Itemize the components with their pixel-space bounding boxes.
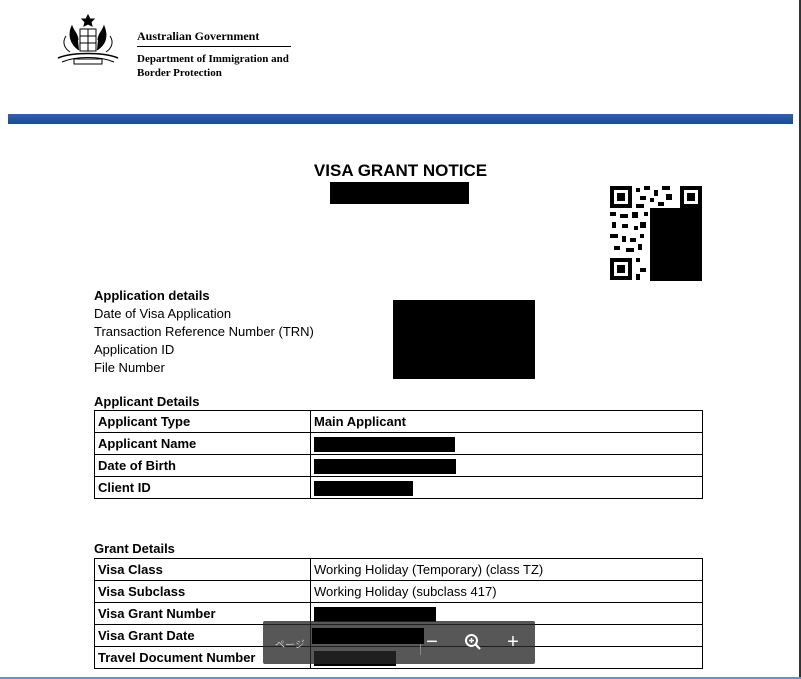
table-row (95, 433, 703, 455)
applicant-name-value (311, 433, 703, 455)
coat-of-arms-icon (52, 12, 124, 72)
redaction-block (314, 481, 413, 496)
field-file-number: File Number (94, 360, 165, 375)
zoom-in-button[interactable]: + (507, 631, 519, 653)
field-application-id: Application ID (94, 342, 175, 357)
visa-subclass-value: Working Holiday (subclass 417) (311, 581, 703, 603)
application-details-heading: Application details (94, 288, 210, 303)
applicant-type-value: Main Applicant (311, 411, 703, 433)
table-row (95, 455, 703, 477)
field-date-of-visa-application: Date of Visa Application (94, 306, 232, 321)
date-of-birth-label: Date of Birth (95, 455, 311, 477)
page-indicator[interactable]: ページ (275, 640, 305, 651)
magnifier-icon (464, 633, 482, 651)
table-row (95, 411, 703, 433)
qr-code-icon (610, 186, 702, 281)
header-banner (8, 114, 793, 124)
header-rule (137, 46, 291, 47)
redaction-block (314, 437, 455, 452)
table-row (95, 477, 703, 499)
client-id-value (311, 477, 703, 499)
table-row (95, 581, 703, 603)
notice-title: VISA GRANT NOTICE (313, 161, 488, 180)
government-name: Australian Government (137, 29, 260, 43)
client-id-label: Client ID (95, 477, 311, 499)
visa-class-value: Working Holiday (Temporary) (class TZ) (311, 559, 703, 581)
visa-subclass-label: Visa Subclass (95, 581, 311, 603)
redacted-overlay-strip (312, 628, 424, 644)
department-name: Department of Immigration and Border Protection (137, 53, 289, 79)
visa-class-label: Visa Class (95, 559, 311, 581)
travel-document-number-label: Travel Document Number (95, 647, 311, 669)
zoom-out-button[interactable]: − (426, 631, 438, 653)
field-trn: Transaction Reference Number (TRN) (94, 324, 314, 339)
table-row (95, 559, 703, 581)
applicant-details-table (94, 410, 703, 499)
redaction-block (314, 459, 456, 474)
grant-details-heading: Grant Details (94, 541, 175, 556)
visa-grant-date-label: Visa Grant Date (95, 625, 311, 647)
redacted-application-values (393, 300, 535, 379)
zoom-fit-button[interactable] (460, 629, 486, 655)
visa-grant-number-label: Visa Grant Number (95, 603, 311, 625)
applicant-type-label: Applicant Type (95, 411, 311, 433)
redacted-subtitle (330, 182, 469, 204)
application-details (94, 287, 314, 377)
date-of-birth-value (311, 455, 703, 477)
redaction-block (314, 607, 436, 622)
applicant-name-label: Applicant Name (95, 433, 311, 455)
applicant-details-heading: Applicant Details (94, 394, 200, 409)
